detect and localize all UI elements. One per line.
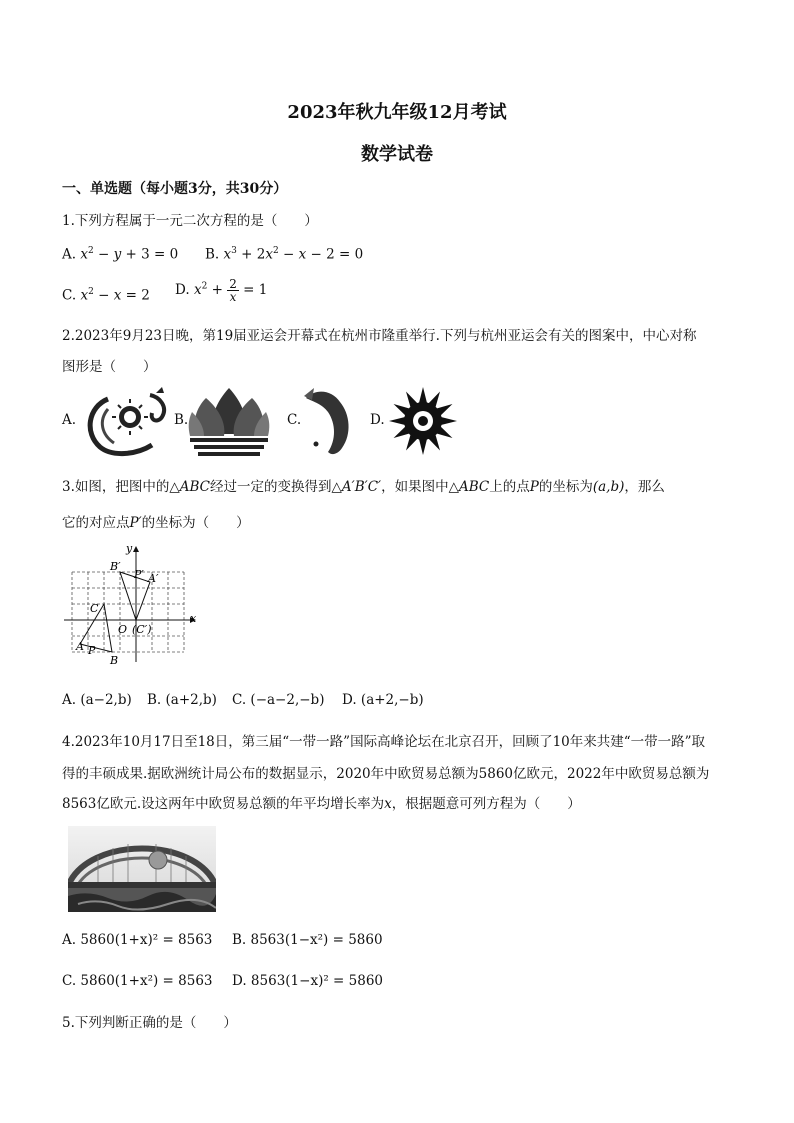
- label-b: B: [110, 654, 119, 667]
- q3-option-d: D. (a+2,−b): [342, 692, 424, 708]
- q2-option-a-label: A.: [62, 412, 77, 428]
- x-axis-label: x: [190, 612, 197, 625]
- question-4-stem-line3: 8563亿欧元.设这两年中欧贸易总额的年平均增长率为x，根据题意可列方程为（ ）: [62, 796, 581, 812]
- question-1-stem: 1.下列方程属于一元二次方程的是（ ）: [62, 213, 318, 229]
- q4-option-d: D. 8563(1−x)² = 5860: [232, 973, 383, 989]
- label-p-prime: P′: [134, 568, 144, 581]
- q1-option-b: B. $x^3 + 2x^2 - x - 2 = 0$: [205, 246, 364, 263]
- label-b-prime: B′: [110, 560, 121, 573]
- question-2-stem-line2: 图形是（ ）: [62, 359, 157, 375]
- q4-option-b: B. 8563(1−x²) = 5860: [232, 932, 383, 948]
- sun-emblem-image: [388, 386, 458, 456]
- label-c-prime: (C′): [132, 623, 152, 636]
- y-axis-label: y: [126, 542, 133, 555]
- question-2-stem-line1: 2.2023年9月23日晚，第19届亚运会开幕式在杭州市隆重举行.下列与杭州亚运会有关的图案中，中心对称: [62, 328, 697, 344]
- label-a-prime: A′: [148, 572, 159, 585]
- q2-option-c-label: C.: [287, 412, 302, 428]
- lotus-emblem-image: [186, 384, 272, 460]
- question-5-stem: 5.下列判断正确的是（ ）: [62, 1015, 237, 1031]
- dragon-emblem-image: [78, 385, 170, 457]
- question-4-stem-line2: 得的丰硕成果.据欧洲统计局公布的数据显示，2020年中欧贸易总额为5860亿欧元，2022年中欧贸易总额为: [62, 766, 710, 782]
- question-3-stem-line2: 它的对应点P′的坐标为（ ）: [62, 515, 250, 531]
- q1-option-d: D. $x^2$ + $\frac{2}{x}$ = 1: [175, 277, 268, 304]
- page-title: 2023年秋九年级12月考试: [287, 102, 507, 123]
- label-p: P: [88, 644, 96, 657]
- coordinate-grid-figure: [62, 540, 212, 670]
- question-3-stem-line1: 3.如图，把图中的△ABC经过一定的变换得到△A′B′C′，如果图中△ABC上的点P的坐标为(a,b)，那么: [62, 479, 665, 495]
- q1-option-c: C. $x^2 - x = 2$: [62, 287, 150, 304]
- q2-option-b-label: B.: [174, 412, 189, 428]
- page-subtitle: 数学试卷: [361, 144, 433, 165]
- q3-option-b: B. (a+2,b): [147, 692, 217, 708]
- q3-option-a: A. (a−2,b): [62, 692, 132, 708]
- fish-emblem-image: [302, 384, 358, 460]
- q4-option-a: A. 5860(1+x)² = 8563: [62, 932, 213, 948]
- section-heading: 一、单选题（每小题3分，共30分）: [62, 181, 288, 197]
- q3-option-c: C. (−a−2,−b): [232, 692, 325, 708]
- q2-option-d-label: D.: [370, 412, 385, 428]
- q4-option-c: C. 5860(1+x²) = 8563: [62, 973, 213, 989]
- question-4-stem-line1: 4.2023年10月17日至18日，第三届“一带一路”国际高峰论坛在北京召开，回顾了10年来共建“一带一路”取: [62, 734, 706, 750]
- q1-option-a: A. $x^2 - y + 3 = 0$: [62, 246, 179, 263]
- label-a: A: [76, 640, 84, 653]
- label-c: C: [90, 602, 99, 615]
- label-o: O: [118, 623, 128, 636]
- bridge-photo: [68, 826, 216, 912]
